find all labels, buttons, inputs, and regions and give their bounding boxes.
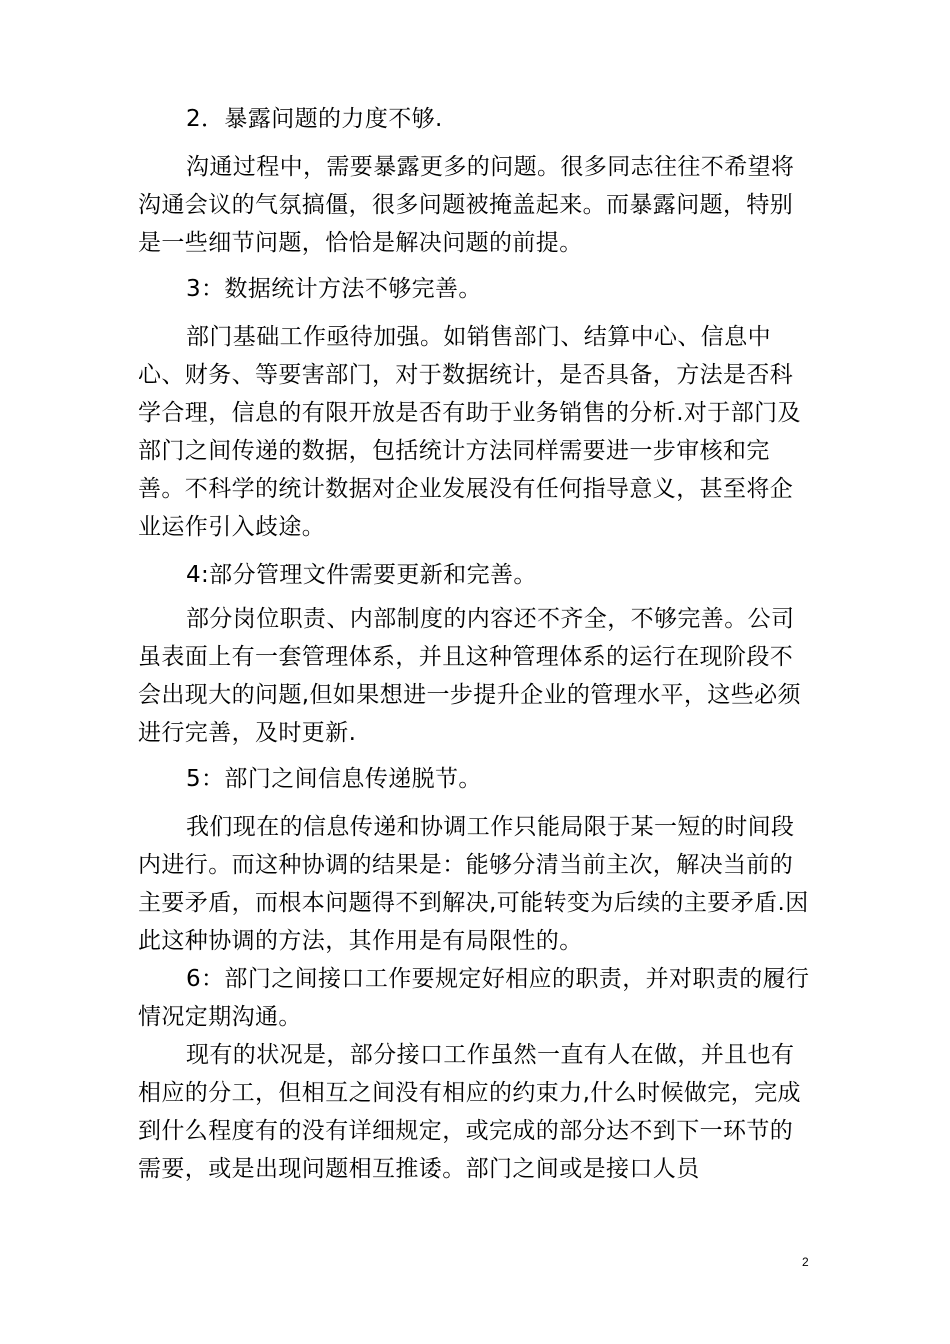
paragraph-interface-work: 现有的状况是，部分接口工作虽然一直有人在做，并且也有相应的分工，但相互之间没有相应的约束力,什么时候做完，完成到什么程度有的没有详细规定，或完成的部分达不到下一环节的需要，或是出现问题相互推诿。部门之间或是接口人员 [138, 1042, 801, 1182]
paragraph-management-files: 部分岗位职责、内部制度的内容还不齐全，不够完善。公司虽表面上有一套管理体系，并且这种管理体系的运行在现阶段不会出现大的问题,但如果想进一步提升企业的管理水平，这些必须进行完善，及时更新. [138, 606, 801, 746]
paragraph-exposure: 沟通过程中，需要暴露更多的问题。很多同志往往不希望将沟通会议的气氛搞僵，很多问题被掩盖起来。而暴露问题，特别是一些细节问题，恰恰是解决问题的前提。 [138, 154, 795, 256]
paragraph-information-transfer: 我们现在的信息传递和协调工作只能局限于某一短的时间段内进行。而这种协调的结果是：能够分清当前主次，解决当前的主要矛盾，而根本问题得不到解决,可能转变为后续的主要矛盾.因此这种协调的方法，其作用是有局限性的。 [138, 814, 809, 954]
heading-item-5: 5：部门之间信息传递脱节。 [186, 766, 482, 792]
page-number: 2 [802, 1255, 809, 1269]
paragraph-statistics: 部门基础工作亟待加强。如销售部门、结算中心、信息中心、财务、等要害部门，对于数据统计，是否具备，方法是否科学合理，信息的有限开放是否有助于业务销售的分析.对于部门及部门之间传递的数据，包括统计方法同样需要进一步审核和完善。不科学的统计数据对企业发展没有任何指导意义，甚至将企业运作引入歧途。 [138, 324, 801, 540]
heading-item-4: 4:部分管理文件需要更新和完善。 [186, 562, 537, 588]
heading-item-3: 3：数据统计方法不够完善。 [186, 276, 482, 302]
heading-item-6: 6：部门之间接口工作要规定好相应的职责，并对职责的履行情况定期沟通。 [138, 966, 810, 1030]
heading-item-2: 2．暴露问题的力度不够. [186, 106, 443, 132]
